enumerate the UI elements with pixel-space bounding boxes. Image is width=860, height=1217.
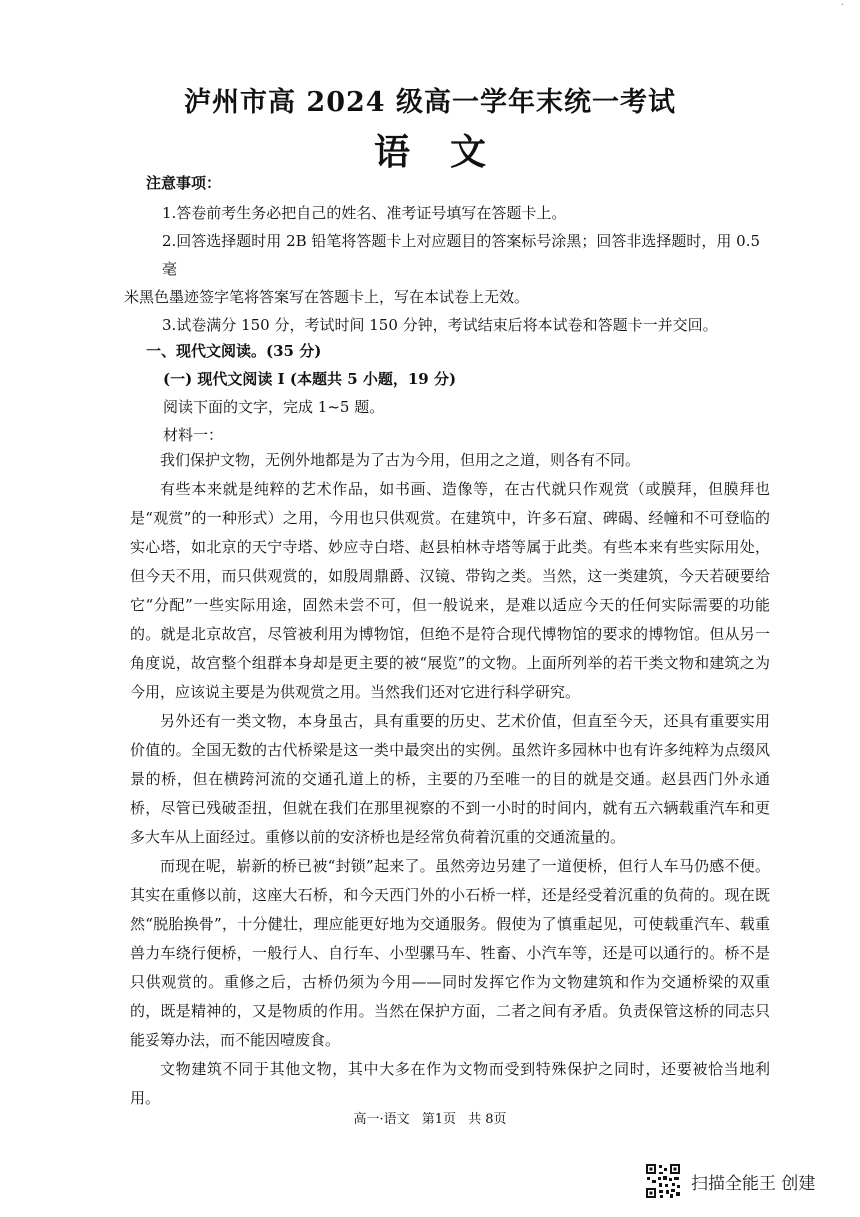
subject-char-1: 语: [373, 131, 410, 173]
notes-heading: 注意事项：: [146, 174, 222, 192]
corner-mark: ·: [840, 0, 844, 11]
notes-section: [124, 172, 776, 339]
section-heading: 一、现代文阅读。(35 分): [146, 342, 322, 360]
note-item: 2.回答选择题时用 2B 铅笔将答题卡上对应题目的答案标号涂黑；回答非选择题时，用 0.5 毫: [162, 232, 761, 278]
passage-paragraph: 文物建筑不同于其他文物，其中大多在作为文物而受到特殊保护之同时，还要被恰当地利用。: [130, 1060, 770, 1107]
reading-instruction: 阅读下面的文字，完成 1~5 题。: [163, 398, 385, 416]
note-item: 1.答卷前考生务必把自己的姓名、准考证号填写在答题卡上。: [162, 204, 567, 222]
page-footer: [0, 1108, 860, 1127]
material-label: 材料一：: [163, 426, 224, 444]
scanner-watermark: [645, 1163, 815, 1199]
subject-char-2: 文: [449, 131, 486, 173]
sub-section-heading: (一) 现代文阅读 I (本题共 5 小题，19 分): [163, 370, 457, 388]
watermark-text: 扫描全能王 创建: [691, 1173, 816, 1194]
exam-title: 泸州市高 2024 级高一学年末统一考试: [184, 87, 676, 118]
subject-title: [0, 124, 860, 175]
footer-total: 共 8页: [468, 1112, 507, 1127]
passage-paragraph: 有些本来就是纯粹的艺术作品，如书画、造像等，在古代就只作观赏（或膜拜，但膜拜也是“观赏”的一种形式）之用，今用也只供观赏。在建筑中，许多石窟、碑碣、经幢和不可登临的实心塔，如北京的天宁寺塔、妙应寺白塔、赵县柏林寺塔等属于此类。有些本来有些实际用处，但今天不用，而只供观赏的，如殷周鼎爵、汉镜、带钩之类。当然，这一类建筑，今天若硬要给它“分配”一些实际用途，固然未尝不可，但一般说来，是难以适应今天的任何实际需要的功能的。就是北京故宫，尽管被利用为博物馆，但绝不是符合现代博物馆的要求的博物馆。但从另一角度说，故宫整个组群本身却是更主要的被“展览”的文物。上面所列举的若干类文物和建筑之为今用，应该说主要是为供观赏之用。当然我们还对它进行科学研究。: [130, 480, 770, 701]
footer-grade: 高一·语文: [353, 1112, 410, 1127]
passage-paragraph: 另外还有一类文物，本身虽古，具有重要的历史、艺术价值，但直至今天，还具有重要实用价值的。全国无数的古代桥梁是这一类中最突出的实例。虽然许多园林中也有许多纯粹为点缀风景的桥，但在横跨河流的交通孔道上的桥，主要的乃至唯一的目的就是交通。赵县西门外永通桥，尽管已残破歪扭，但就在我们在那里视察的不到一小时的时间内，就有五六辆载重汽车和更多大车从上面经过。重修以前的安济桥也是经常负荷着沉重的交通流量的。: [130, 712, 770, 846]
footer-page: 第1页: [421, 1112, 456, 1127]
note-item-continuation: 米黑色墨迹签字笔将答案写在答题卡上，写在本试卷上无效。: [124, 288, 530, 306]
reading-passage: [130, 446, 770, 1113]
note-item: 3.试卷满分 150 分，考试时间 150 分钟，考试结束后将本试卷和答题卡一并交回。: [162, 316, 718, 334]
passage-paragraph: 而现在呢，崭新的桥已被“封锁”起来了。虽然旁边另建了一道便桥，但行人车马仍感不便。其实在重修以前，这座大石桥，和今天西门外的小石桥一样，还是经受着沉重的负荷的。现在既然“脱胎换骨”，十分健壮，理应能更好地为交通服务。假使为了慎重起见，可使载重汽车、载重兽力车绕行便桥，一般行人、自行车、小型骡马车、牲畜、小汽车等，还是可以通行的。桥不是只供观赏的。重修之后，古桥仍须为今用——同时发挥它作为文物建筑和作为交通桥梁的双重的，既是精神的，又是物质的作用。当然在保护方面，二者之间有矛盾。负责保管这桥的同志只能妥筹办法，而不能因噎废食。: [130, 857, 770, 1049]
qr-code-icon: [645, 1163, 681, 1199]
passage-paragraph: 我们保护文物，无例外地都是为了古为今用，但用之之道，则各有不同。: [160, 451, 641, 469]
